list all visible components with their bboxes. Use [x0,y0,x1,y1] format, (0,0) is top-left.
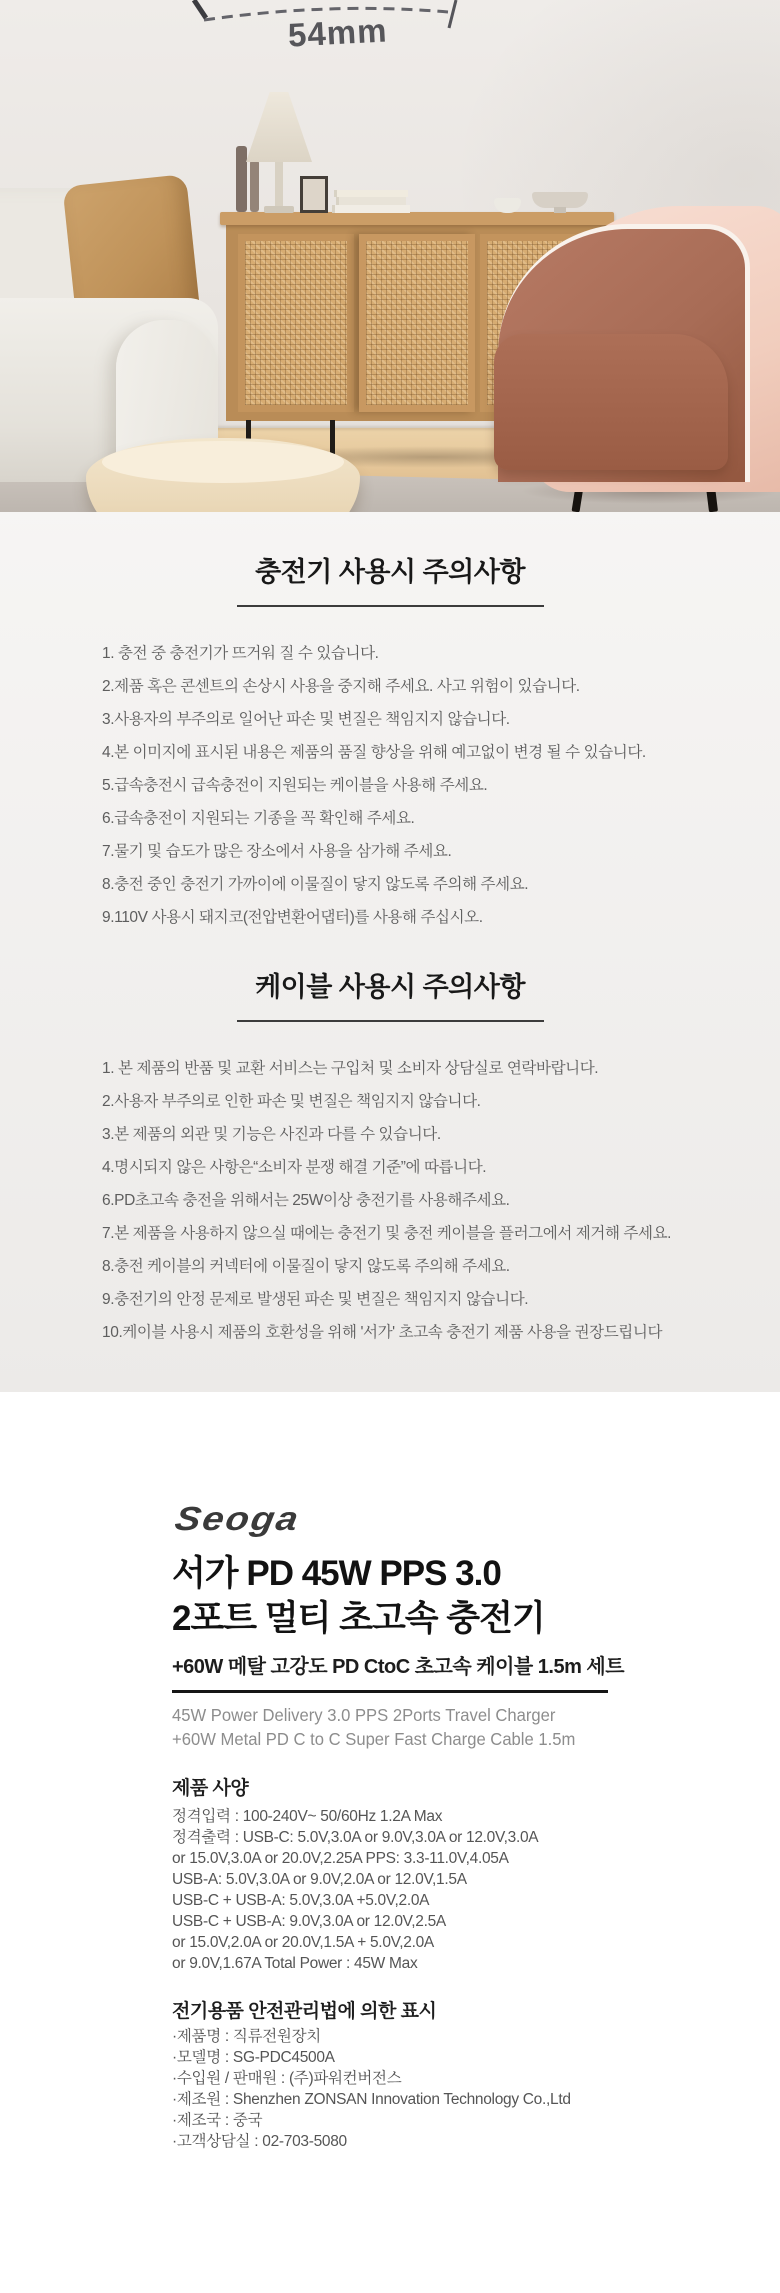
book-stack [334,190,408,197]
safety-line: ·제품명 : 직류전원장치 [172,2028,321,2045]
charger-precautions-list [0,643,780,940]
cable-precautions-list [0,1058,780,1355]
product-subtitle-en-line1: 45W Power Delivery 3.0 PPS 2Ports Travel Charger [172,1705,556,1725]
charger-precaution-item: 5.급속충전시 급속충전이 지원되는 케이블을 사용해 주세요. [102,777,488,794]
safety-line: ·모델명 : SG-PDC4500A [172,2049,335,2066]
product-title-line2: 2포트 멀티 초고속 충전기 [172,1599,545,1638]
safety-line: ·제조국 : 중국 [172,2112,263,2129]
charger-precaution-item: 7.물기 및 습도가 많은 장소에서 사용을 삼가해 주세요. [102,843,452,860]
specs-title: 제품 사양 [172,1778,249,1799]
cable-precaution-item: 2.사용자 부주의로 인한 파손 및 변질은 책임지지 않습니다. [102,1093,481,1110]
spec-line: or 15.0V,3.0A or 20.0V,2.25A PPS: 3.3-11.0V,4.05A [172,1850,509,1867]
table-lamp-stem [275,162,283,208]
charger-precautions-title: 충전기 사용시 주의사항 [255,557,525,587]
cable-precaution-item: 9.충전기의 안정 문제로 발생된 파손 및 변질은 책임지지 않습니다. [102,1291,529,1308]
cable-precaution-item: 3.본 제품의 외관 및 기능은 사진과 다를 수 있습니다. [102,1126,441,1143]
cable-precaution-item: 1. 본 제품의 반품 및 교환 서비스는 구입처 및 소비자 상담실로 연락바랍니다. [102,1060,599,1077]
product-subtitle-english [172,1703,780,1751]
product-title-line1: 서가 PD 45W PPS 3.0 [172,1554,501,1593]
cable-precaution-item: 4.명시되지 않은 사항은“소비자 분쟁 해결 기준”에 따릅니다. [102,1159,487,1176]
product-info-section [0,1392,780,2293]
safety-line: ·고객상담실 : 02-703-5080 [172,2133,347,2150]
table-lamp-base [264,206,294,213]
spec-line: USB-C + USB-A: 5.0V,3.0A +5.0V,2.0A [172,1892,430,1909]
safety-line: ·제조원 : Shenzhen ZONSAN Innovation Technology Co.,Ltd [172,2091,571,2108]
cable-precaution-item: 7.본 제품을 사용하지 않으실 때에는 충전기 및 충전 케이블을 플러그에서 제거해 주세요. [102,1225,672,1242]
picture-frame [300,176,328,213]
safety-title: 전기용품 안전관리법에 의한 표시 [172,2001,437,2022]
charger-precaution-item: 8.충전 중인 충전기 가까이에 이물질이 닿지 않도록 주의해 주세요. [102,876,529,893]
sideboard-top [220,212,614,225]
spec-line: USB-A: 5.0V,3.0A or 9.0V,2.0A or 12.0V,1.5A [172,1871,467,1888]
charger-precaution-item: 2.제품 혹은 콘센트의 손상시 사용을 중지해 주세요. 사고 위험이 있습니다. [102,678,580,695]
bowl [532,192,588,208]
product-subtitle-en-line2: +60W Metal PD C to C Super Fast Charge Cable 1.5m [172,1729,576,1749]
title-divider [172,1690,608,1693]
product-lifestyle-photo [0,0,780,512]
spec-line: 정격입력 : 100-240V~ 50/60Hz 1.2A Max [172,1808,443,1825]
table-lamp-shade [246,92,312,162]
product-subtitle: +60W 메탈 고강도 PD CtoC 초고속 케이블 1.5m 세트 [172,1656,625,1678]
spec-line: or 15.0V,2.0A or 20.0V,1.5A + 5.0V,2.0A [172,1934,434,1951]
spec-line: USB-C + USB-A: 9.0V,3.0A or 12.0V,2.5A [172,1913,446,1930]
cable-precaution-item: 6.PD초고속 충전을 위해서는 25W이상 충전기를 사용해주세요. [102,1192,510,1209]
charger-precaution-item: 4.본 이미지에 표시된 내용은 제품의 품질 향상을 위해 예고없이 변경 될 수 있습니다. [102,744,646,761]
cable-precaution-item: 8.충전 케이블의 커넥터에 이물질이 닿지 않도록 주의해 주세요. [102,1258,510,1275]
charger-precaution-item: 3.사용자의 부주의로 일어난 파손 및 변질은 책임지지 않습니다. [102,711,510,728]
charger-precaution-item: 1. 충전 중 충전기가 뜨거워 질 수 있습니다. [102,645,379,662]
armchair-seat [494,334,728,470]
spec-line: or 9.0V,1.67A Total Power : 45W Max [172,1955,418,1972]
title-underline [237,1020,544,1022]
product-title [172,1551,780,1641]
bowl-foot [554,207,566,213]
specs-list [172,1806,780,1974]
cable-precautions-title: 케이블 사용시 주의사항 [255,972,525,1002]
sideboard-cane-door-middle [359,234,475,412]
book-stack [336,197,406,205]
cable-precaution-item: 10.케이블 사용시 제품의 호환성을 위해 '서가' 초고속 충전기 제품 사용을 권장드립니다 [102,1324,663,1341]
spec-line: 정격출력 : USB-C: 5.0V,3.0A or 9.0V,3.0A or 12.0V,3.0A [172,1829,539,1846]
brand-logo: Seoga [172,1501,303,1539]
title-underline [237,605,544,607]
charger-precaution-item: 9.110V 사용시 돼지코(전압변환어댑터)를 사용해 주십시오. [102,909,483,926]
charger-precaution-item: 6.급속충전이 지원되는 기종을 꼭 확인해 주세요. [102,810,415,827]
dimension-label: 54mm [287,11,389,54]
precautions-section [0,512,780,1392]
vase [250,160,259,212]
vase [236,146,247,212]
coffee-table-top [102,441,344,483]
sideboard-cane-door-left [238,234,354,412]
safety-list [172,2026,780,2152]
safety-line: ·수입원 / 판매원 : (주)파워컨버전스 [172,2070,402,2087]
book-stack [332,205,410,213]
